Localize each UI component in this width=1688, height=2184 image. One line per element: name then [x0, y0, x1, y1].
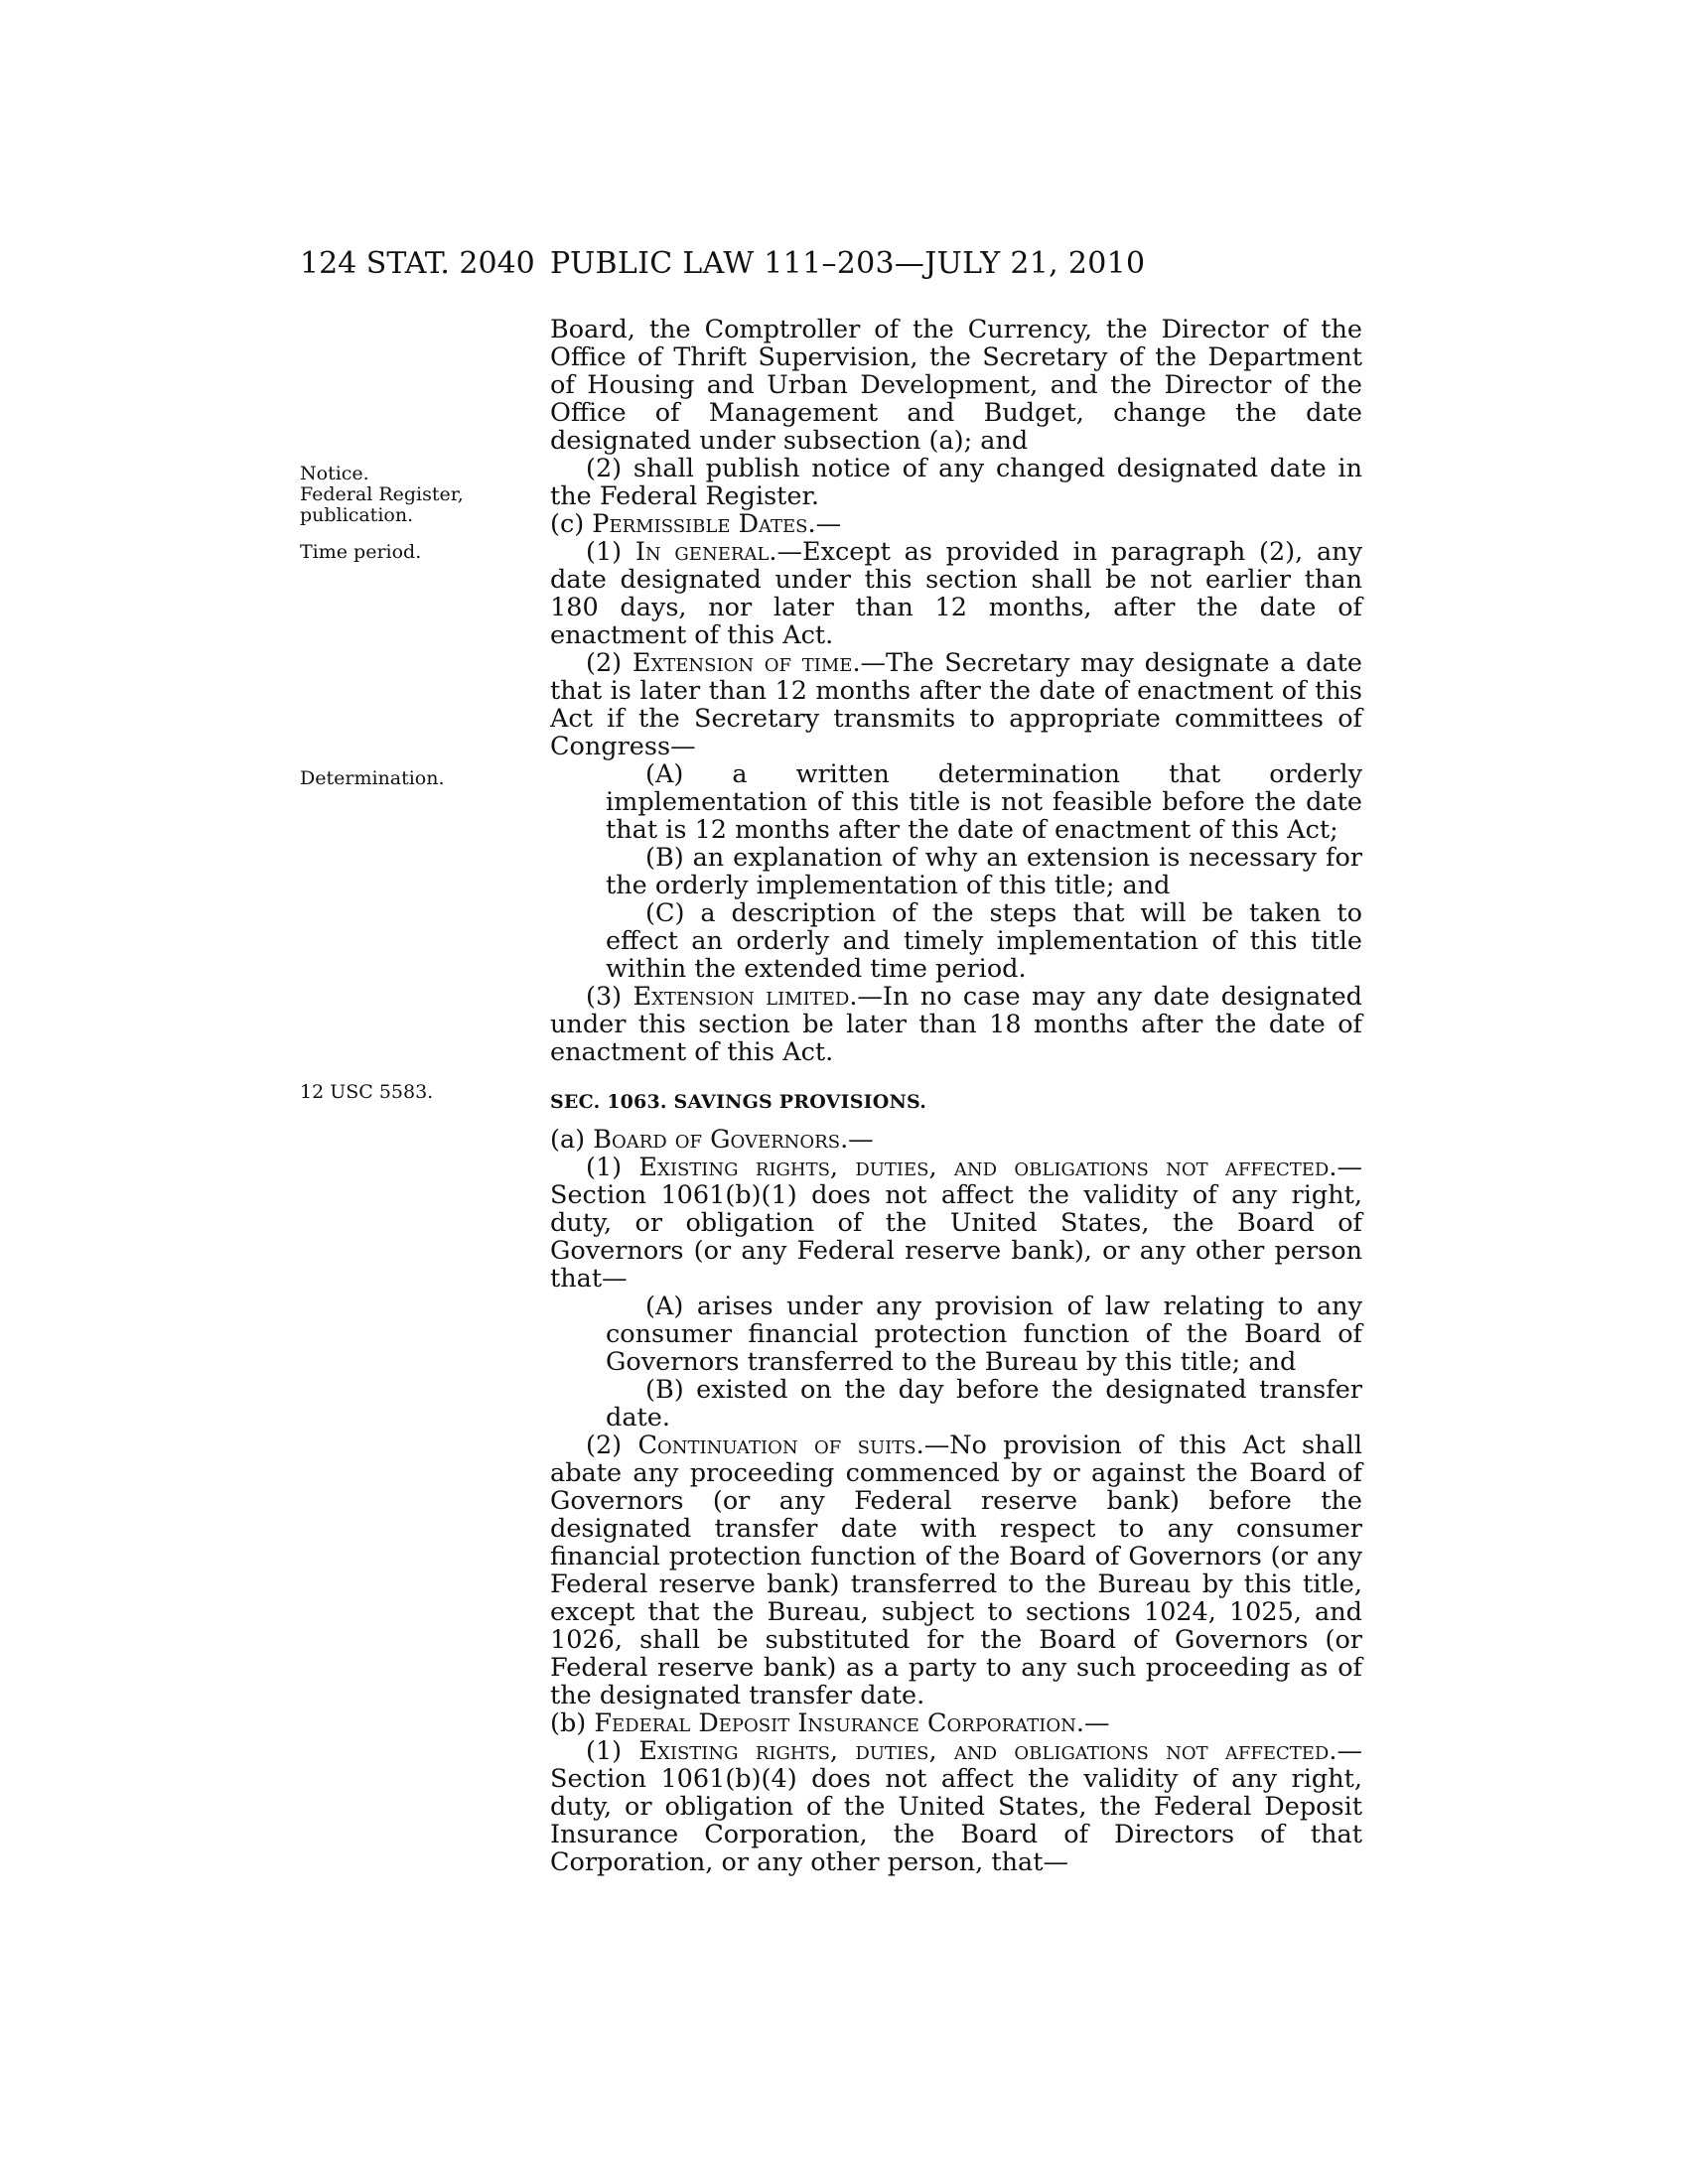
subsection-heading-a: (a) Board of Governors.—: [550, 1125, 874, 1155]
page-header: [300, 246, 1372, 290]
page-reference: 124 STAT. 2040: [300, 246, 535, 281]
paragraph: Board, the Comptroller of the Currency, the Director of the Office of Thrift Supervision, the Secretary of the Department of Housing and Urban Development, and the Director of the Office of Management and Budget, change the date designated under subsection (a); and: [550, 315, 1362, 456]
paragraph-a1: (1) Existing rights, duties, and obligations not affected.—Section 1061(b)(1) does not affect the validity of any right, duty, or obligation of the United States, the Board of Governors (or any Federal reserve bank), or any other person that—: [550, 1153, 1362, 1294]
subparagraph-a1a: (A) arises under any provision of law relating to any consumer financial protection function of the Board of Governors transferred to the Bureau by this title; and: [606, 1292, 1362, 1377]
subparagraph-c2a: (A) a written determination that orderly implementation of this title is not feasible before the date that is 12 months after the date of enactment of this Act;: [606, 759, 1362, 845]
paragraph-c2: (2) Extension of time.—The Secretary may designate a date that is later than 12 months after the date of enactment of this Act if the Secretary transmits to appropriate committees of Congress—: [550, 648, 1363, 761]
paragraph-b1: (1) Existing rights, duties, and obligations not affected.—Section 1061(b)(4) does not affect the validity of any right, duty, or obligation of the United States, the Federal Deposit Insurance Corporation, the Board of Directors of that Corporation, or any other person, that—: [550, 1736, 1362, 1877]
paragraph-a2: (2) Continuation of suits.—No provision of this Act shall abate any proceeding commenced by or against the Board of Governors (or any Federal reserve bank) before the designated transfer date with respect to any consumer financial protection function of the Board of Governors (or any Federal reserve bank) transferred to the Bureau by this title, except that the Bureau, subject to sections 1024, 1025, and 1026, shall be substituted for the Board of Governors (or Federal reserve bank) as a party to any such proceeding as of the designated transfer date.: [550, 1431, 1362, 1710]
paragraph-c1: (1) In general.—Except as provided in paragraph (2), any date designated under this section shall be not earlier than 180 days, nor later than 12 months, after the date of enactment of this Act.: [550, 537, 1362, 650]
margin-note-notice: Notice.: [300, 463, 369, 484]
subsection-heading-c: (c) Permissible Dates.—: [550, 509, 842, 539]
statute-body: [550, 316, 1362, 1876]
subparagraph-c2b: (B) an explanation of why an extension is necessary for the orderly implementation of this title; and: [606, 843, 1362, 900]
margin-note-publication: publication.: [300, 504, 414, 526]
subparagraph-a1b: (B) existed on the day before the designated transfer date.: [606, 1375, 1362, 1433]
section-heading: SEC. 1063. SAVINGS PROVISIONS.: [550, 1091, 927, 1113]
page-title: PUBLIC LAW 111–203—JULY 21, 2010: [550, 246, 1146, 281]
margin-note-federal-register: Federal Register,: [300, 483, 464, 505]
margin-note-time-period: Time period.: [300, 541, 422, 563]
margin-note-determination: Determination.: [300, 767, 445, 789]
paragraph: (2) shall publish notice of any changed designated date in the Federal Register.: [550, 454, 1362, 511]
subsection-heading-b: (b) Federal Deposit Insurance Corporation.—: [550, 1708, 1110, 1738]
margin-note-usc: 12 USC 5583.: [300, 1081, 434, 1103]
subparagraph-c2c: (C) a description of the steps that will be taken to effect an orderly and timely implementation of this title within the extended time period.: [606, 898, 1362, 984]
paragraph-c3: (3) Extension limited.—In no case may any date designated under this section be later than 18 months after the date of enactment of this Act.: [550, 982, 1362, 1067]
